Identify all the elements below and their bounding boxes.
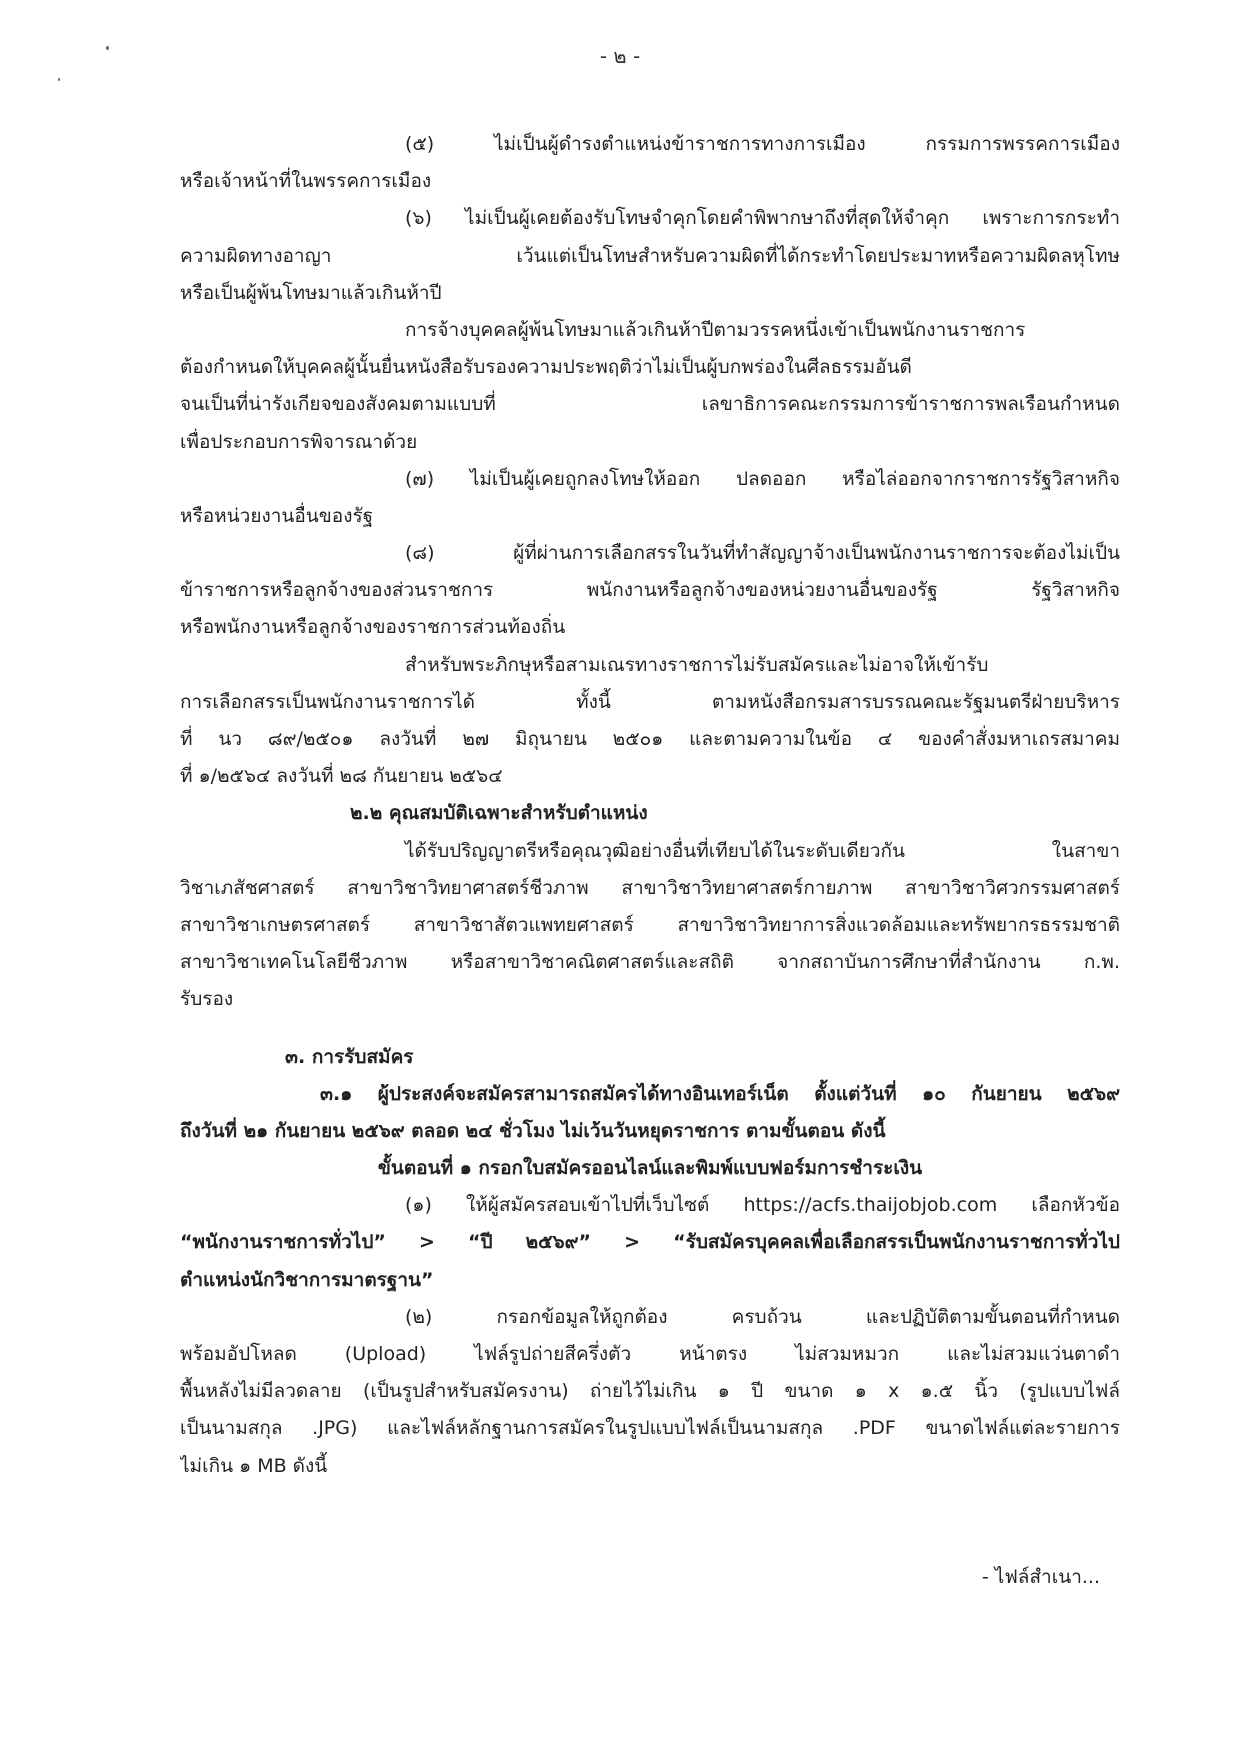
page-number: - ๒ - (599, 44, 641, 68)
text-line: รับรอง (180, 988, 234, 1011)
text-line: (๘) ผู้ที่ผ่านการเลือกสรรในวันที่ทำสัญญาจ้างเป็นพนักงานราชการจะต้องไม่เป็น (405, 542, 1120, 565)
text-line: จนเป็นที่น่ารังเกียจของสังคมตามแบบที่ เลขาธิการคณะกรรมการข้าราชการพลเรือนกำหนด (180, 393, 1120, 416)
text-line: สาขาวิชาเทคโนโลยีชีวภาพ หรือสาขาวิชาคณิตศาสตร์และสถิติ จากสถาบันการศึกษาที่สำนักงาน ก.พ. (180, 951, 1120, 974)
section-heading: ๒.๒ คุณสมบัติเฉพาะสำหรับตำแหน่ง (350, 802, 648, 825)
continuation-note: - ไฟล์สำเนา... (981, 1566, 1100, 1588)
text-line: วิชาเภสัชศาสตร์ สาขาวิชาวิทยาศาสตร์ชีวภาพ สาขาวิชาวิทยาศาสตร์กายภาพ สาขาวิชาวิศวกรรมศาสตร์ (180, 876, 1120, 899)
text-line: (๖) ไม่เป็นผู้เคยต้องรับโทษจำคุกโดยคำพิพากษาถึงที่สุดให้จำคุก เพราะการกระทำ (405, 207, 1120, 230)
text-line: สำหรับพระภิกษุหรือสามเณรทางราชการไม่รับสมัครและไม่อาจให้เข้ารับ (405, 653, 989, 676)
text-line: (๕) ไม่เป็นผู้ดำรงตำแหน่งข้าราชการทางการเมือง กรรมการพรรคการเมือง (405, 133, 1120, 155)
text-line: “พนักงานราชการทั่วไป” > “ปี ๒๕๖๙” > “รับสมัครบุคคลเพื่อเลือกสรรเป็นพนักงานราชการทั่วไป (180, 1231, 1120, 1254)
text-line: (๒) กรอกข้อมูลให้ถูกต้อง ครบถ้วน และปฏิบัติตามขั้นตอนที่กำหนด (405, 1305, 1120, 1328)
text-line: พื้นหลังไม่มีลวดลาย (เป็นรูปสำหรับสมัครงาน) ถ่ายไว้ไม่เกิน ๑ ปี ขนาด ๑ x ๑.๕ นิ้ว (รูปแบบไฟล์ (180, 1380, 1120, 1403)
section-heading: ๓. การรับสมัคร (285, 1045, 414, 1068)
text-line: หรือเจ้าหน้าที่ในพรรคการเมือง (180, 170, 432, 193)
text-line: หรือพนักงานหรือลูกจ้างของราชการส่วนท้องถิ่น (180, 616, 566, 639)
text-line: เป็นนามสกุล .JPG) และไฟล์หลักฐานการสมัครในรูปแบบไฟล์เป็นนามสกุล .PDF ขนาดไฟล์แต่ละรายการ (180, 1417, 1120, 1440)
text-line: ต้องกำหนดให้บุคคลผู้นั้นยื่นหนังสือรับรองความประพฤติว่าไม่เป็นผู้บกพร่องในศีลธรรมอันดี (180, 356, 912, 379)
text-line: พร้อมอัปโหลด (Upload) ไฟล์รูปถ่ายสีครึ่งตัว หน้าตรง ไม่สวมหมวก และไม่สวมแว่นตาดำ (180, 1343, 1120, 1365)
text-line: (๑) ให้ผู้สมัครสอบเข้าไปที่เว็บไซต์ https://acfs.thaijobjob.com เลือกหัวข้อ (405, 1194, 1120, 1217)
text-line: ที่ นว ๘๙/๒๕๐๑ ลงวันที่ ๒๗ มิถุนายน ๒๕๐๑ และตามความในข้อ ๔ ของคำสั่งมหาเถรสมาคม (180, 728, 1120, 750)
text-line: การจ้างบุคคลผู้พ้นโทษมาแล้วเกินห้าปีตามวรรคหนึ่งเข้าเป็นพนักงานราชการ (405, 318, 1026, 341)
text-line: หรือเป็นผู้พ้นโทษมาแล้วเกินห้าปี (180, 281, 442, 304)
step-heading: ขั้นตอนที่ ๑ กรอกใบสมัครออนไลน์และพิมพ์แบบฟอร์มการชำระเงิน (377, 1157, 923, 1180)
text-line: ข้าราชการหรือลูกจ้างของส่วนราชการ พนักงานหรือลูกจ้างของหน่วยงานอื่นของรัฐ รัฐวิสาหกิจ (180, 579, 1120, 602)
text-line: เพื่อประกอบการพิจารณาด้วย (180, 430, 418, 453)
text-line: ถึงวันที่ ๒๑ กันยายน ๒๕๖๙ ตลอด ๒๔ ชั่วโมง ไม่เว้นวันหยุดราชการ ตามขั้นตอน ดังนี้ (180, 1119, 886, 1142)
text-line: ๓.๑ ผู้ประสงค์จะสมัครสามารถสมัครได้ทางอินเทอร์เน็ต ตั้งแต่วันที่ ๑๐ กันยายน ๒๕๖๙ (320, 1082, 1120, 1105)
text-line: ได้รับปริญญาตรีหรือคุณวุฒิอย่างอื่นที่เทียบได้ในระดับเดียวกัน ในสาขา (405, 839, 1120, 862)
text-line: ที่ ๑/๒๕๖๔ ลงวันที่ ๒๘ กันยายน ๒๕๖๔ (180, 765, 503, 788)
text-line: หรือหน่วยงานอื่นของรัฐ (180, 504, 374, 527)
text-line: ไม่เกิน ๑ MB ดังนี้ (180, 1454, 328, 1477)
text-line: ความผิดทางอาญา เว้นแต่เป็นโทษสำหรับความผิดที่ได้กระทำโดยประมาทหรือความผิดลหุโทษ (180, 244, 1120, 267)
scan-speck (58, 78, 60, 81)
text-line: สาขาวิชาเกษตรศาสตร์ สาขาวิชาสัตวแพทยศาสตร์ สาขาวิชาวิทยาการสิ่งแวดล้อมและทรัพยากรธรรมชาติ (180, 913, 1120, 936)
text-line: ตำแหน่งนักวิชาการมาตรฐาน” (180, 1268, 434, 1291)
text-line: การเลือกสรรเป็นพนักงานราชการได้ ทั้งนี้ ตามหนังสือกรมสารบรรณคณะรัฐมนตรีฝ่ายบริหาร (180, 690, 1120, 713)
document-body (180, 126, 1120, 1485)
text-line: (๗) ไม่เป็นผู้เคยถูกลงโทษให้ออก ปลดออก หรือไล่ออกจากราชการรัฐวิสาหกิจ (405, 467, 1120, 490)
